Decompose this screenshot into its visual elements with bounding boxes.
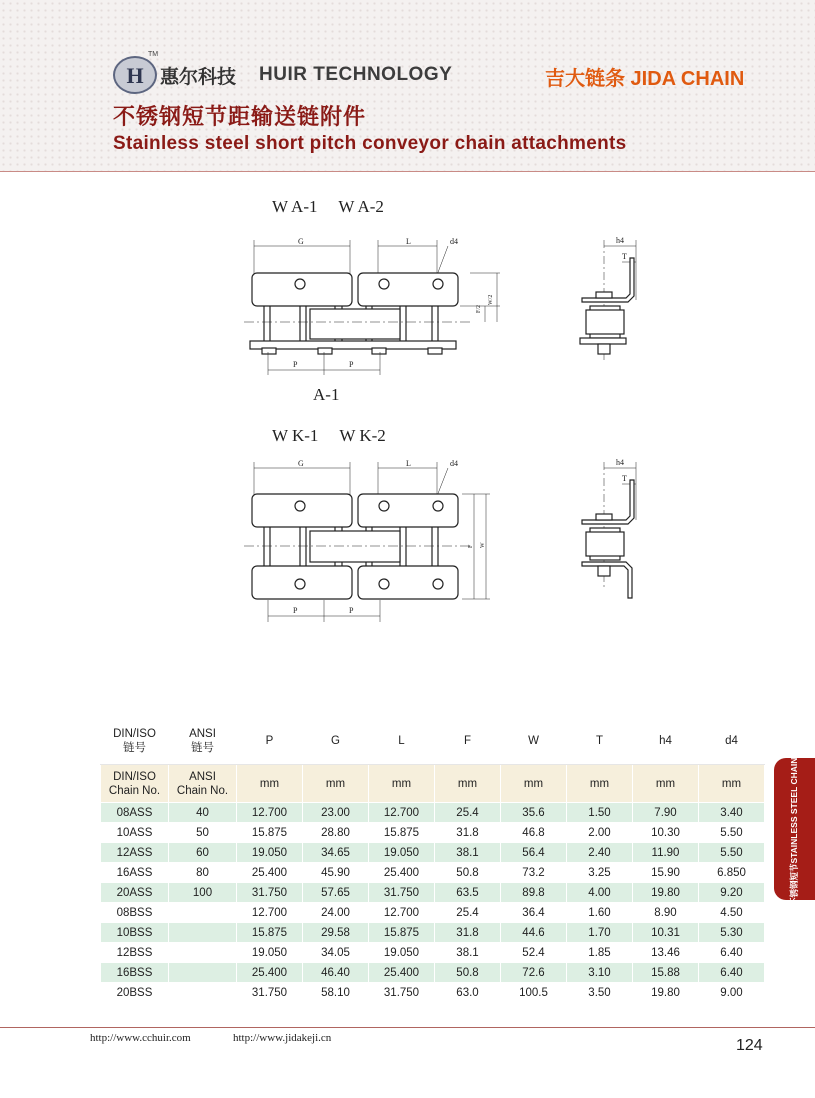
header-cell: W <box>501 718 567 765</box>
table-cell: 50 <box>169 823 237 843</box>
dim-f-wk: F <box>468 544 474 548</box>
table-cell: 11.90 <box>633 843 699 863</box>
table-cell: 1.60 <box>567 903 633 923</box>
footer-url-jidakeji[interactable]: http://www.jidakeji.cn <box>233 1032 332 1044</box>
unit-cell: mm <box>633 765 699 803</box>
table-cell: 6.40 <box>699 943 765 963</box>
table-row <box>101 963 765 983</box>
table-row <box>101 903 765 923</box>
table-cell: 6.40 <box>699 963 765 983</box>
table-row <box>101 823 765 843</box>
unit-cell: mm <box>303 765 369 803</box>
table-cell <box>169 963 237 983</box>
brand-name-en: HUIR TECHNOLOGY <box>259 64 453 85</box>
dim-t-wa: T <box>622 252 627 261</box>
table-cell: 15.875 <box>237 923 303 943</box>
dim-d4-wa: d4 <box>450 237 458 246</box>
table-cell: 52.4 <box>501 943 567 963</box>
table-cell: 15.88 <box>633 963 699 983</box>
wa-side-view <box>580 236 636 360</box>
table-cell <box>169 923 237 943</box>
table-header-cn <box>101 718 765 765</box>
table-cell: 10.30 <box>633 823 699 843</box>
table-cell: 31.750 <box>237 983 303 1003</box>
label-a1: A-1 <box>313 385 340 404</box>
header-cell: ANSI 链号 <box>169 718 237 765</box>
header-cell: DIN/ISO 链号 <box>101 718 169 765</box>
table-cell: 15.875 <box>237 823 303 843</box>
unit-cell: mm <box>237 765 303 803</box>
dim-h4-wa: h4 <box>616 236 624 245</box>
table-cell: 45.90 <box>303 863 369 883</box>
table-cell: 100.5 <box>501 983 567 1003</box>
chain-no-cell: 08BSS <box>101 903 169 923</box>
table-cell: 7.90 <box>633 803 699 823</box>
huir-logo <box>113 56 157 94</box>
table-cell: 24.00 <box>303 903 369 923</box>
table-cell: 44.6 <box>501 923 567 943</box>
header-cell: F <box>435 718 501 765</box>
table-cell: 63.0 <box>435 983 501 1003</box>
dim-p-wk-2: P <box>349 606 354 615</box>
unit-cell: mm <box>699 765 765 803</box>
table-cell: 12.700 <box>237 903 303 923</box>
unit-cell: mm <box>369 765 435 803</box>
table-cell <box>169 903 237 923</box>
table-cell: 15.875 <box>369 923 435 943</box>
dim-l-wk: L <box>406 459 411 468</box>
chain-attachment-drawing <box>0 180 815 630</box>
table-cell: 10.31 <box>633 923 699 943</box>
chain-no-cell: 10ASS <box>101 823 169 843</box>
dim-l-wa: L <box>406 237 411 246</box>
table-cell: 34.65 <box>303 843 369 863</box>
table-cell: 15.90 <box>633 863 699 883</box>
wa-front-view <box>244 237 500 375</box>
chain-no-cell: 16ASS <box>101 863 169 883</box>
table-cell: 100 <box>169 883 237 903</box>
chain-no-cell: 20BSS <box>101 983 169 1003</box>
jida-chain-brand: 吉大链条 JIDA CHAIN <box>545 68 745 90</box>
table-cell: 3.25 <box>567 863 633 883</box>
table-cell: 28.80 <box>303 823 369 843</box>
dim-d4-wk: d4 <box>450 459 458 468</box>
dim-g-wa: G <box>298 237 304 246</box>
page-number: 124 <box>736 1037 763 1054</box>
table-cell: 73.2 <box>501 863 567 883</box>
table-cell: 19.050 <box>369 943 435 963</box>
dim-g-wk: G <box>298 459 304 468</box>
dim-p-wa-1: P <box>293 360 298 369</box>
table-cell: 12.700 <box>237 803 303 823</box>
table-cell: 57.65 <box>303 883 369 903</box>
chain-no-cell: 10BSS <box>101 923 169 943</box>
table-cell: 46.40 <box>303 963 369 983</box>
chain-no-cell: 20ASS <box>101 883 169 903</box>
table-cell: 60 <box>169 843 237 863</box>
side-tab-label: 不锈钢短节STAINLESS STEEL CHAINS <box>789 751 799 907</box>
table-cell <box>169 983 237 1003</box>
table-body <box>101 803 765 1003</box>
dim-w2-wa: W/2 <box>488 294 494 305</box>
table-cell: 5.50 <box>699 843 765 863</box>
table-cell: 19.80 <box>633 883 699 903</box>
table-cell: 4.00 <box>567 883 633 903</box>
table-cell: 63.5 <box>435 883 501 903</box>
table-cell: 19.050 <box>369 843 435 863</box>
table-cell: 23.00 <box>303 803 369 823</box>
dim-f2-wa: F/2 <box>476 304 482 313</box>
dim-p-wa-2: P <box>349 360 354 369</box>
table-cell: 2.40 <box>567 843 633 863</box>
chain-no-cell: 12ASS <box>101 843 169 863</box>
header-cell: L <box>369 718 435 765</box>
chain-no-cell: 08ASS <box>101 803 169 823</box>
table-cell: 50.8 <box>435 863 501 883</box>
table-cell: 31.750 <box>369 883 435 903</box>
table-row <box>101 863 765 883</box>
dim-t-wk: T <box>622 474 627 483</box>
svg-text:H: H <box>126 63 144 88</box>
chain-no-cell: 16BSS <box>101 963 169 983</box>
dim-w-wk: W <box>480 542 486 548</box>
table-cell: 12.700 <box>369 903 435 923</box>
dim-h4-wk: h4 <box>616 458 624 467</box>
table-cell: 19.80 <box>633 983 699 1003</box>
table-cell: 31.750 <box>237 883 303 903</box>
table-cell: 31.8 <box>435 823 501 843</box>
table-cell: 9.20 <box>699 883 765 903</box>
table-row <box>101 843 765 863</box>
table-cell <box>169 943 237 963</box>
table-cell: 25.400 <box>369 963 435 983</box>
header-cell: DIN/ISO Chain No. <box>101 765 169 803</box>
table-header-en <box>101 765 765 803</box>
table-cell: 36.4 <box>501 903 567 923</box>
table-cell: 6.850 <box>699 863 765 883</box>
footer-url-cchuir[interactable]: http://www.cchuir.com <box>90 1032 191 1044</box>
table-row <box>101 803 765 823</box>
label-wk: W K-1 W K-2 <box>272 426 386 445</box>
table-cell: 3.40 <box>699 803 765 823</box>
table-cell: 5.50 <box>699 823 765 843</box>
page-title-en: Stainless steel short pitch conveyor chain attachments <box>113 133 627 154</box>
chain-no-cell: 12BSS <box>101 943 169 963</box>
table-cell: 4.50 <box>699 903 765 923</box>
table-cell: 46.8 <box>501 823 567 843</box>
header-cell: d4 <box>699 718 765 765</box>
table-cell: 72.6 <box>501 963 567 983</box>
table-cell: 35.6 <box>501 803 567 823</box>
table-cell: 80 <box>169 863 237 883</box>
table-cell: 58.10 <box>303 983 369 1003</box>
table-cell: 19.050 <box>237 943 303 963</box>
table-cell: 29.58 <box>303 923 369 943</box>
wk-front-view <box>244 459 490 622</box>
trademark: TM <box>148 51 159 58</box>
table-cell: 15.875 <box>369 823 435 843</box>
footer-divider <box>0 1027 815 1028</box>
table-cell: 40 <box>169 803 237 823</box>
table-cell: 25.4 <box>435 803 501 823</box>
table-cell: 1.50 <box>567 803 633 823</box>
table-cell: 12.700 <box>369 803 435 823</box>
wk-side-view <box>582 458 636 598</box>
unit-cell: mm <box>435 765 501 803</box>
header-cell: h4 <box>633 718 699 765</box>
dim-p-wk-1: P <box>293 606 298 615</box>
table-row <box>101 983 765 1003</box>
header-cell: T <box>567 718 633 765</box>
table-cell: 56.4 <box>501 843 567 863</box>
table-cell: 2.00 <box>567 823 633 843</box>
page-title-cn: 不锈钢短节距输送链附件 <box>113 104 367 129</box>
table-cell: 34.05 <box>303 943 369 963</box>
brand-name-cn: 惠尔科技 <box>160 67 237 88</box>
table-cell: 8.90 <box>633 903 699 923</box>
table-cell: 31.750 <box>369 983 435 1003</box>
header-cell: ANSI Chain No. <box>169 765 237 803</box>
table-cell: 25.400 <box>369 863 435 883</box>
table-cell: 25.400 <box>237 963 303 983</box>
table-cell: 13.46 <box>633 943 699 963</box>
table-cell: 25.400 <box>237 863 303 883</box>
table-cell: 31.8 <box>435 923 501 943</box>
table-row <box>101 943 765 963</box>
table-cell: 1.70 <box>567 923 633 943</box>
table-cell: 9.00 <box>699 983 765 1003</box>
spec-table <box>100 717 765 1003</box>
table-cell: 1.85 <box>567 943 633 963</box>
table-cell: 3.10 <box>567 963 633 983</box>
label-wa: W A-1 W A-2 <box>272 197 384 216</box>
side-chapter-tab <box>774 751 815 907</box>
header-cell: P <box>237 718 303 765</box>
table-cell: 3.50 <box>567 983 633 1003</box>
header-divider <box>0 171 815 172</box>
table-cell: 5.30 <box>699 923 765 943</box>
header-cell: G <box>303 718 369 765</box>
table-cell: 25.4 <box>435 903 501 923</box>
table-row <box>101 923 765 943</box>
unit-cell: mm <box>567 765 633 803</box>
table-row <box>101 883 765 903</box>
table-cell: 50.8 <box>435 963 501 983</box>
table-cell: 38.1 <box>435 843 501 863</box>
unit-cell: mm <box>501 765 567 803</box>
table-cell: 38.1 <box>435 943 501 963</box>
table-cell: 89.8 <box>501 883 567 903</box>
table-cell: 19.050 <box>237 843 303 863</box>
